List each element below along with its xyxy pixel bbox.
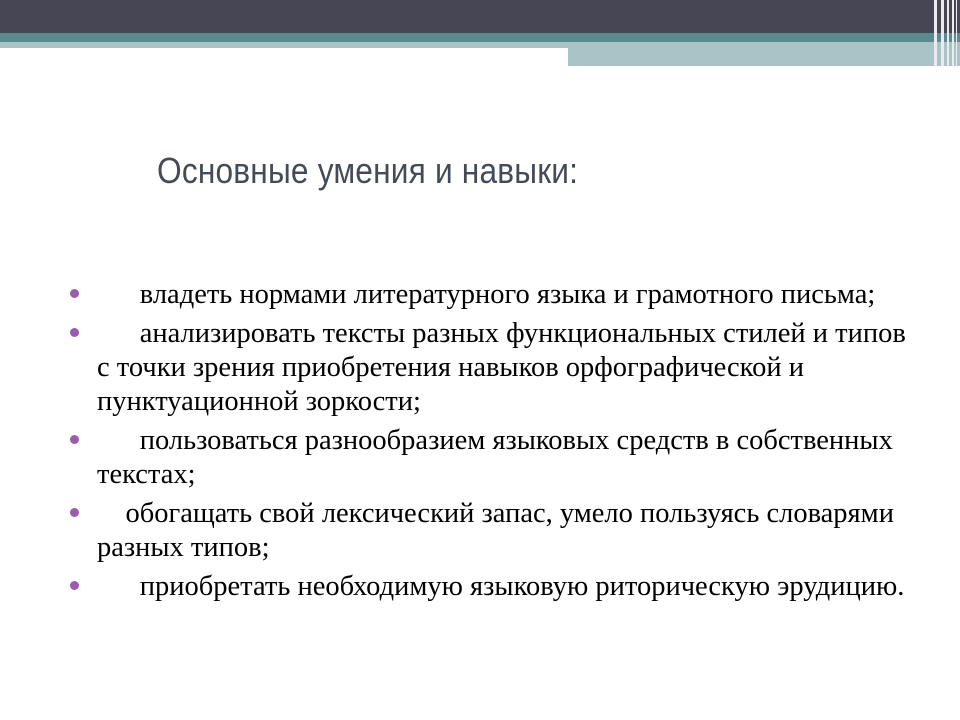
skill-text: анализировать тексты разных функциональных стилей и типов с точки зрения приобретения навыков орфографической и пунктуационной зоркости; xyxy=(97,318,906,417)
skill-indent xyxy=(97,571,140,602)
skill-indent xyxy=(97,279,140,310)
skill-indent xyxy=(97,318,140,349)
bullet-icon xyxy=(70,328,79,337)
bullet-icon xyxy=(70,581,79,590)
header-band-light xyxy=(0,42,568,48)
skill-indent xyxy=(97,425,140,456)
bullet-icon xyxy=(70,289,79,298)
skill-item xyxy=(66,497,916,565)
skill-item xyxy=(66,278,916,312)
header-band-dark xyxy=(0,0,960,33)
bullet-icon xyxy=(70,508,79,517)
skill-item xyxy=(66,570,916,604)
skill-text: обогащать свой лексический запас, умело пользуясь словарями разных типов; xyxy=(97,498,894,563)
header-band-teal xyxy=(0,33,960,42)
skills-list xyxy=(66,278,916,609)
skill-item xyxy=(66,424,916,492)
header-stripes-decoration xyxy=(928,0,960,66)
slide-title: Основные умения и навыки: xyxy=(157,150,579,191)
skill-item xyxy=(66,317,916,419)
skill-text: приобретать необходимую языковую риторическую эрудицию. xyxy=(139,571,905,602)
skill-text: владеть нормами литературного языка и грамотного письма; xyxy=(139,279,876,310)
header-accent-block xyxy=(568,42,960,66)
bullet-icon xyxy=(70,435,79,444)
skill-indent xyxy=(97,498,126,529)
skill-text: пользоваться разнообразием языковых средств в собственных текстах; xyxy=(97,425,893,490)
